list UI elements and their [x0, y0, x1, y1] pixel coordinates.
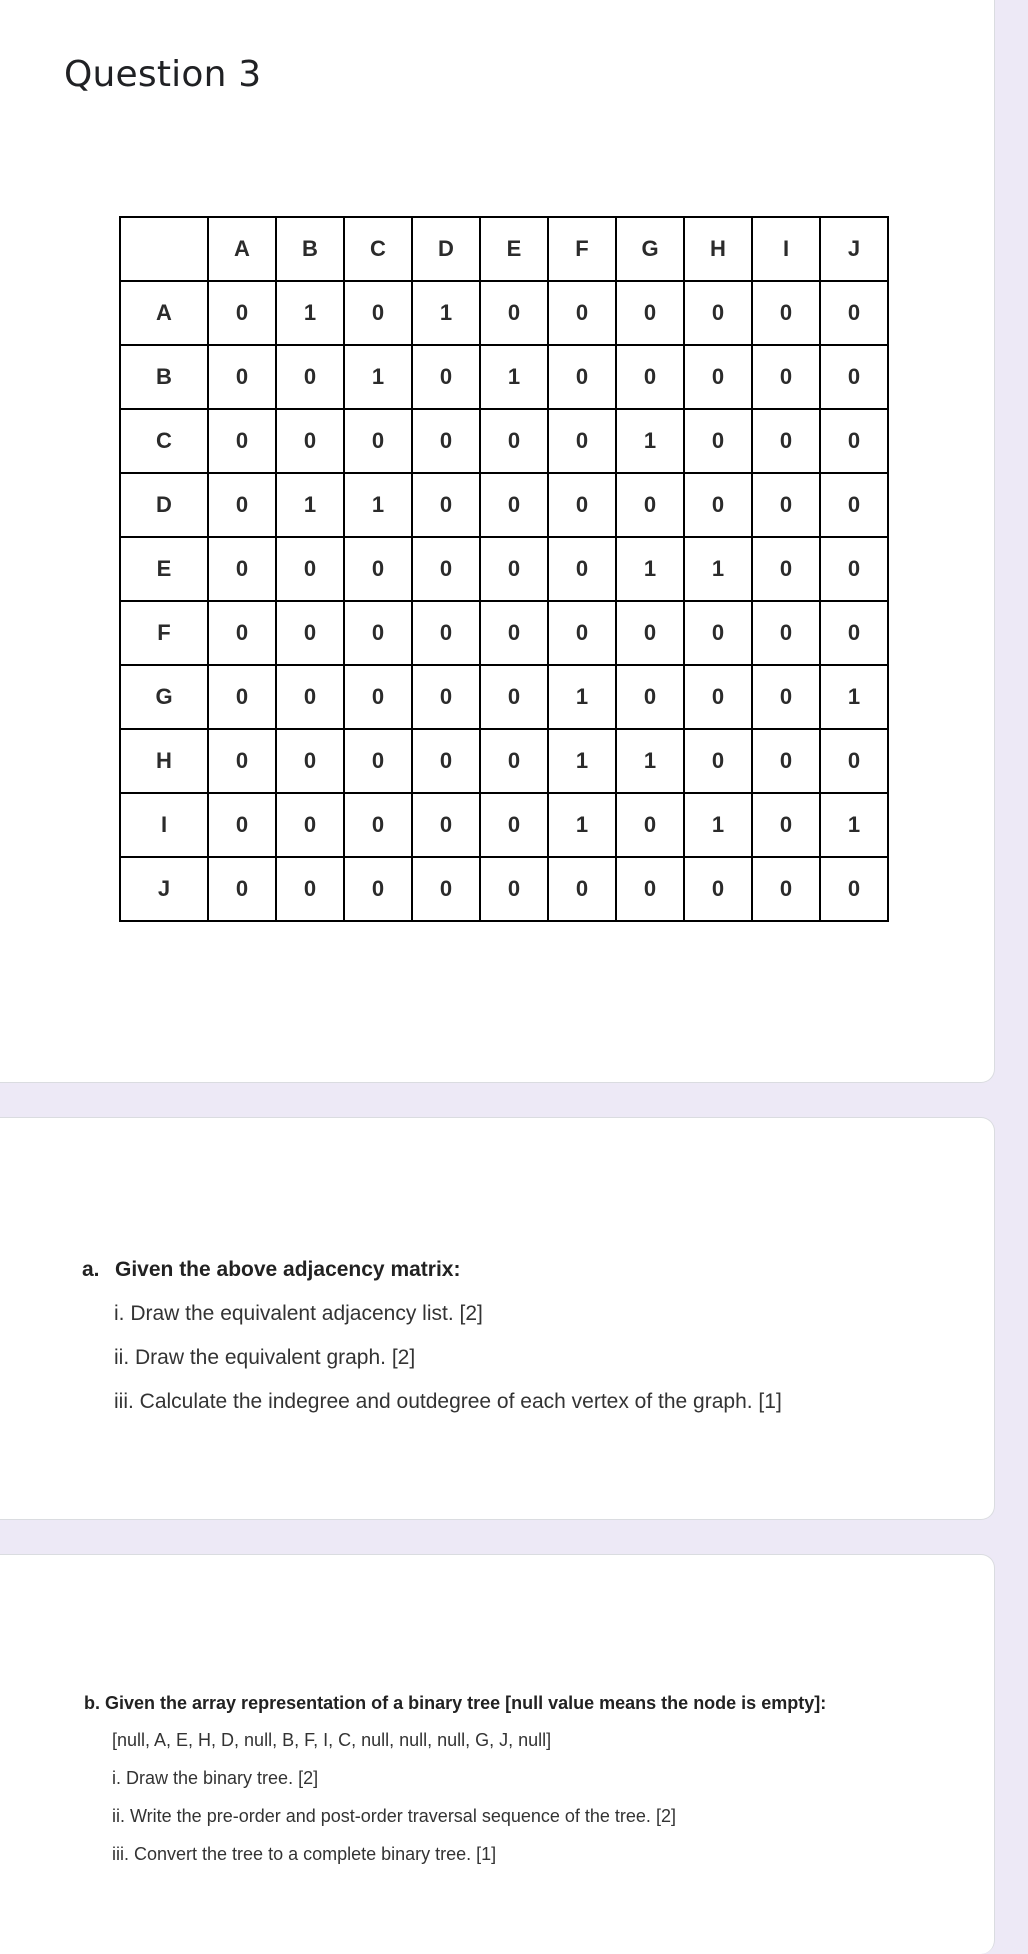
matrix-row [120, 473, 888, 537]
part-b-heading: b. Given the array representation of a binary tree [null value means the node is empty]: [84, 1693, 827, 1713]
matrix-cell: 0 [412, 409, 480, 473]
matrix-cell: 1 [480, 345, 548, 409]
matrix-row-header: B [120, 345, 208, 409]
matrix-cell: 0 [752, 665, 820, 729]
matrix-row-header: E [120, 537, 208, 601]
matrix-row-header: F [120, 601, 208, 665]
matrix-cell: 0 [820, 473, 888, 537]
matrix-cell: 1 [820, 665, 888, 729]
matrix-cell: 1 [344, 345, 412, 409]
matrix-cell: 0 [344, 857, 412, 921]
matrix-col-header: F [548, 217, 616, 281]
matrix-cell: 0 [684, 473, 752, 537]
matrix-cell: 0 [208, 793, 276, 857]
matrix-cell: 0 [684, 729, 752, 793]
matrix-cell: 0 [616, 857, 684, 921]
matrix-row-header: I [120, 793, 208, 857]
matrix-cell: 0 [208, 857, 276, 921]
matrix-col-header: H [684, 217, 752, 281]
part-b-item-1: i. Draw the binary tree. [2] [112, 1768, 319, 1788]
matrix-cell: 0 [752, 409, 820, 473]
matrix-cell: 0 [752, 473, 820, 537]
matrix-cell: 1 [276, 281, 344, 345]
matrix-row [120, 857, 888, 921]
matrix-cell: 0 [208, 409, 276, 473]
matrix-row [120, 601, 888, 665]
matrix-cell: 1 [616, 537, 684, 601]
matrix-cell: 0 [616, 601, 684, 665]
matrix-cell: 0 [480, 601, 548, 665]
matrix-cell: 0 [480, 537, 548, 601]
matrix-cell: 1 [616, 729, 684, 793]
matrix-cell: 0 [480, 857, 548, 921]
matrix-cell: 0 [208, 537, 276, 601]
part-b-array: [null, A, E, H, D, null, B, F, I, C, null, null, null, G, J, null] [112, 1730, 552, 1750]
part-b-item-3: iii. Convert the tree to a complete binary tree. [1] [112, 1844, 497, 1864]
matrix-cell: 0 [616, 793, 684, 857]
matrix-cell: 1 [344, 473, 412, 537]
matrix-cell: 0 [412, 537, 480, 601]
matrix-row-header: D [120, 473, 208, 537]
matrix-cell: 0 [616, 665, 684, 729]
matrix-cell: 0 [208, 601, 276, 665]
matrix-cell: 1 [548, 729, 616, 793]
matrix-cell: 0 [548, 601, 616, 665]
part-b-item-2: ii. Write the pre-order and post-order traversal sequence of the tree. [2] [112, 1806, 676, 1826]
matrix-cell: 0 [684, 601, 752, 665]
part-a-item-1: i. Draw the equivalent adjacency list. [2] [114, 1302, 483, 1325]
matrix-header-row [120, 217, 888, 281]
matrix-cell: 0 [820, 537, 888, 601]
matrix-cell: 0 [820, 729, 888, 793]
matrix-cell: 0 [480, 281, 548, 345]
matrix-cell: 0 [616, 473, 684, 537]
matrix-row [120, 409, 888, 473]
matrix-cell: 0 [412, 473, 480, 537]
matrix-cell: 0 [276, 793, 344, 857]
matrix-cell: 0 [684, 665, 752, 729]
matrix-cell: 0 [752, 729, 820, 793]
matrix-cell: 1 [548, 665, 616, 729]
matrix-cell: 0 [344, 281, 412, 345]
matrix-cell: 1 [548, 793, 616, 857]
matrix-col-header: C [344, 217, 412, 281]
matrix-cell: 0 [208, 665, 276, 729]
matrix-cell: 0 [752, 537, 820, 601]
part-a-marker: a. [82, 1258, 100, 1281]
matrix-cell: 1 [684, 537, 752, 601]
matrix-cell: 0 [412, 601, 480, 665]
matrix-cell: 0 [820, 409, 888, 473]
matrix-cell: 0 [548, 409, 616, 473]
matrix-cell: 1 [616, 409, 684, 473]
matrix-col-header: D [412, 217, 480, 281]
matrix-cell: 0 [412, 665, 480, 729]
matrix-cell: 0 [276, 601, 344, 665]
matrix-row-header: C [120, 409, 208, 473]
matrix-cell: 0 [480, 409, 548, 473]
matrix-cell: 0 [276, 409, 344, 473]
part-b-card [0, 1554, 995, 1954]
matrix-cell: 0 [820, 281, 888, 345]
matrix-cell: 1 [412, 281, 480, 345]
matrix-row-header: J [120, 857, 208, 921]
part-a-heading-text: Given the above adjacency matrix: [115, 1258, 461, 1281]
matrix-cell: 0 [276, 537, 344, 601]
matrix-cell: 1 [276, 473, 344, 537]
matrix-cell: 0 [276, 857, 344, 921]
matrix-cell: 0 [344, 537, 412, 601]
matrix-cell: 0 [752, 793, 820, 857]
matrix-cell: 0 [820, 601, 888, 665]
matrix-row [120, 729, 888, 793]
matrix-row [120, 281, 888, 345]
matrix-cell: 0 [548, 473, 616, 537]
matrix-cell: 0 [752, 601, 820, 665]
matrix-corner-cell [120, 217, 208, 281]
matrix-cell: 0 [616, 281, 684, 345]
matrix-cell: 0 [684, 857, 752, 921]
matrix-cell: 0 [752, 281, 820, 345]
matrix-cell: 0 [344, 665, 412, 729]
matrix-cell: 0 [548, 857, 616, 921]
matrix-row [120, 665, 888, 729]
matrix-cell: 0 [616, 345, 684, 409]
matrix-cell: 0 [344, 601, 412, 665]
matrix-cell: 0 [412, 345, 480, 409]
matrix-cell: 0 [480, 473, 548, 537]
matrix-cell: 0 [548, 281, 616, 345]
matrix-row [120, 537, 888, 601]
matrix-cell: 0 [344, 409, 412, 473]
matrix-col-header: I [752, 217, 820, 281]
matrix-cell: 0 [684, 409, 752, 473]
matrix-col-header: A [208, 217, 276, 281]
matrix-cell: 1 [684, 793, 752, 857]
matrix-cell: 0 [208, 345, 276, 409]
matrix-cell: 0 [684, 281, 752, 345]
matrix-cell: 0 [820, 345, 888, 409]
matrix-cell: 0 [344, 793, 412, 857]
matrix-cell: 0 [684, 345, 752, 409]
part-a-heading [82, 1258, 460, 1282]
matrix-cell: 0 [208, 281, 276, 345]
matrix-col-header: E [480, 217, 548, 281]
matrix-cell: 0 [344, 729, 412, 793]
matrix-cell: 0 [208, 473, 276, 537]
matrix-col-header: J [820, 217, 888, 281]
matrix-row [120, 793, 888, 857]
matrix-row-header: A [120, 281, 208, 345]
matrix-cell: 0 [752, 857, 820, 921]
matrix-row-header: H [120, 729, 208, 793]
matrix-cell: 0 [480, 729, 548, 793]
adjacency-matrix-table [119, 216, 889, 922]
matrix-cell: 0 [480, 665, 548, 729]
matrix-col-header: G [616, 217, 684, 281]
matrix-body [120, 281, 888, 921]
matrix-cell: 0 [276, 665, 344, 729]
matrix-cell: 0 [276, 729, 344, 793]
matrix-cell: 0 [548, 537, 616, 601]
part-a-item-2: ii. Draw the equivalent graph. [2] [114, 1346, 416, 1369]
question-title: Question 3 [64, 54, 262, 95]
matrix-cell: 0 [276, 345, 344, 409]
matrix-row-header: G [120, 665, 208, 729]
matrix-cell: 0 [412, 729, 480, 793]
matrix-cell: 0 [412, 793, 480, 857]
part-a-card [0, 1117, 995, 1520]
matrix-cell: 0 [480, 793, 548, 857]
matrix-cell: 0 [412, 857, 480, 921]
matrix-cell: 0 [752, 345, 820, 409]
part-a-item-3: iii. Calculate the indegree and outdegree of each vertex of the graph. [1] [114, 1390, 782, 1413]
matrix-cell: 0 [548, 345, 616, 409]
matrix-row [120, 345, 888, 409]
matrix-col-header: B [276, 217, 344, 281]
matrix-cell: 1 [820, 793, 888, 857]
matrix-cell: 0 [820, 857, 888, 921]
matrix-cell: 0 [208, 729, 276, 793]
